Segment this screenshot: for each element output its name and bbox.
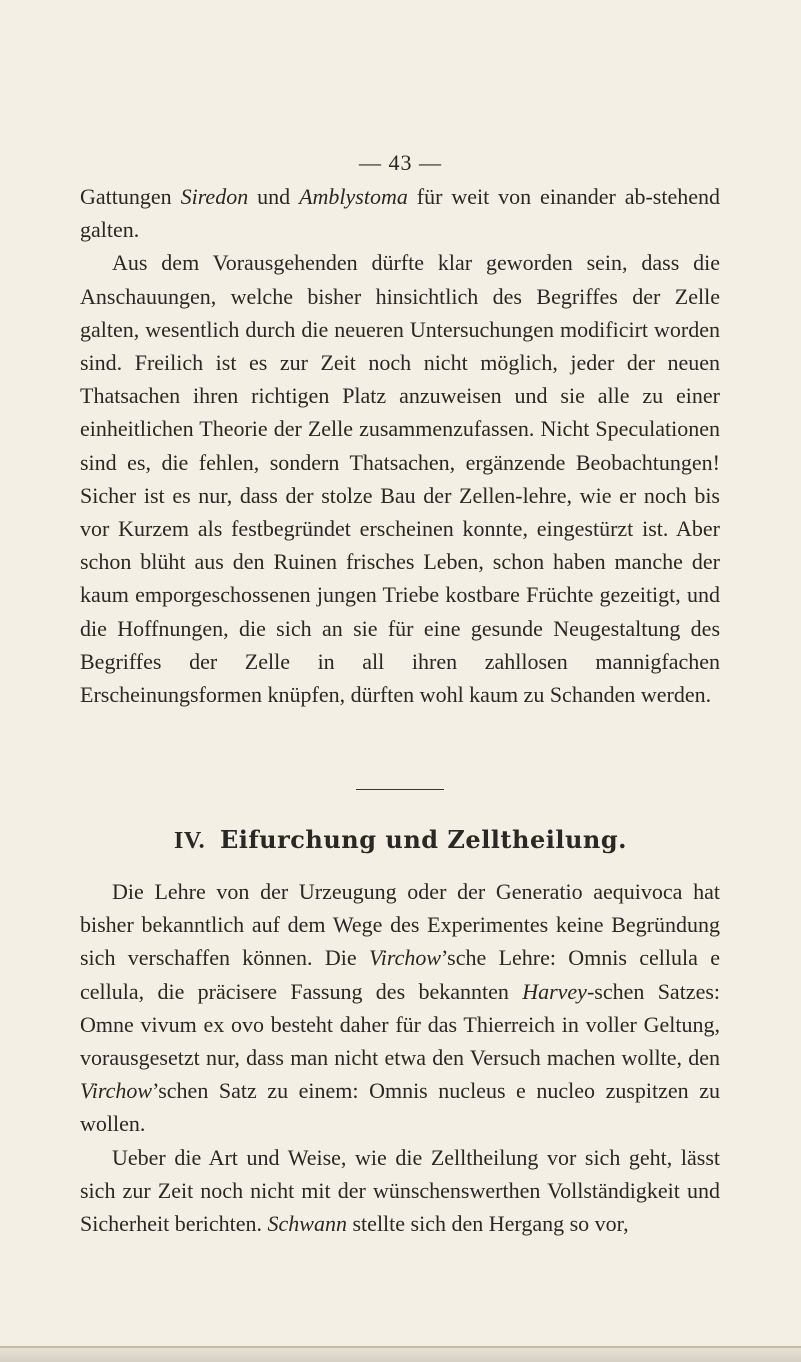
- italic-name: Harvey-: [522, 978, 595, 1004]
- paragraph-text: ’sche Lehre: Omnis cellula e cellula, die präcisere Fassung des bekannten: [80, 945, 720, 1004]
- paragraph-text: und: [248, 184, 300, 209]
- section-numeral: IV.: [174, 828, 206, 854]
- italic-name: Siredon: [180, 184, 249, 209]
- section-divider: [356, 789, 444, 790]
- page-number: — 43 —: [359, 150, 442, 175]
- paragraph-text: Aus dem Vorausgehenden dürfte klar geworden sein, dass die Anschauungen, welche bisher hinsichtlich des Begriffes der Zelle galten, wesentlich durch die neueren Untersuchungen modificirt worden sind. Freilich ist es zur Zeit noch nicht möglich, jeder der neuen Thatsachen ihren richtigen Platz anzuweisen und sie alle zu einer einheitlichen Theorie der Zelle zusammenzufassen. Nicht Speculationen sind es, die fehlen, sondern Thatsachen, ergänzende Beobachtungen! Sicher ist es nur, dass der stolze Bau der Zellen-lehre, wie er noch bis vor Kurzem als festbegründet erscheinen konnte, eingestürzt ist. Aber schon blüht aus den Ruinen frisches Leben, schon haben manche der kaum emporgeschossenen jungen Triebe kostbare Früchte gezeitigt, und die Hoffnungen, die sich an sie für eine gesunde Neugestaltung des Begriffes der Zelle in all ihren zahllosen mannigfachen Erscheinungsformen knüpfen, dürften wohl kaum zu Schanden werden.: [80, 250, 720, 708]
- paragraph-text: schen Satzes: Omne vivum ex ovo besteht daher für das Thierreich in voller Geltung, vorausgesetzt nur, dass man nicht etwa den Versuch machen wollte, den: [80, 978, 721, 1071]
- paragraph: [80, 1141, 720, 1241]
- paragraph-text: Gattungen: [80, 184, 181, 209]
- paragraph-text: Die Lehre von der Urzeugung oder der Generatio aequivoca hat bisher bekanntlich auf dem Wege des Experimentes keine Begründung sich verschaffen können. Die: [80, 879, 720, 971]
- paragraph: [80, 180, 720, 246]
- paragraph: [80, 246, 720, 711]
- section-heading: [0, 825, 801, 855]
- paragraph-text: ’schen Satz zu einem: Omnis nucleus e nucleo zuspitzen zu wollen.: [80, 1078, 720, 1137]
- italic-name: Amblystoma: [299, 184, 408, 209]
- text-block-bottom: [80, 875, 720, 1240]
- text-block-top: [80, 180, 720, 711]
- paragraph-text: Ueber die Art und Weise, wie die Zelltheilung vor sich geht, lässt sich zur Zeit noch nicht mit der wünschenswerthen Vollständigkeit und Sicherheit berichten.: [80, 1144, 720, 1237]
- paragraph-text: für weit von einander ab-stehend galten.: [80, 184, 721, 243]
- paragraph: [80, 875, 720, 1141]
- paragraph-text: stellte sich den Hergang so vor,: [347, 1211, 629, 1237]
- italic-name: Virchow: [368, 945, 442, 971]
- italic-name: Virchow: [80, 1078, 153, 1104]
- section-title: Eifurchung und Zelltheilung.: [219, 825, 627, 854]
- italic-name: Schwann: [267, 1211, 347, 1237]
